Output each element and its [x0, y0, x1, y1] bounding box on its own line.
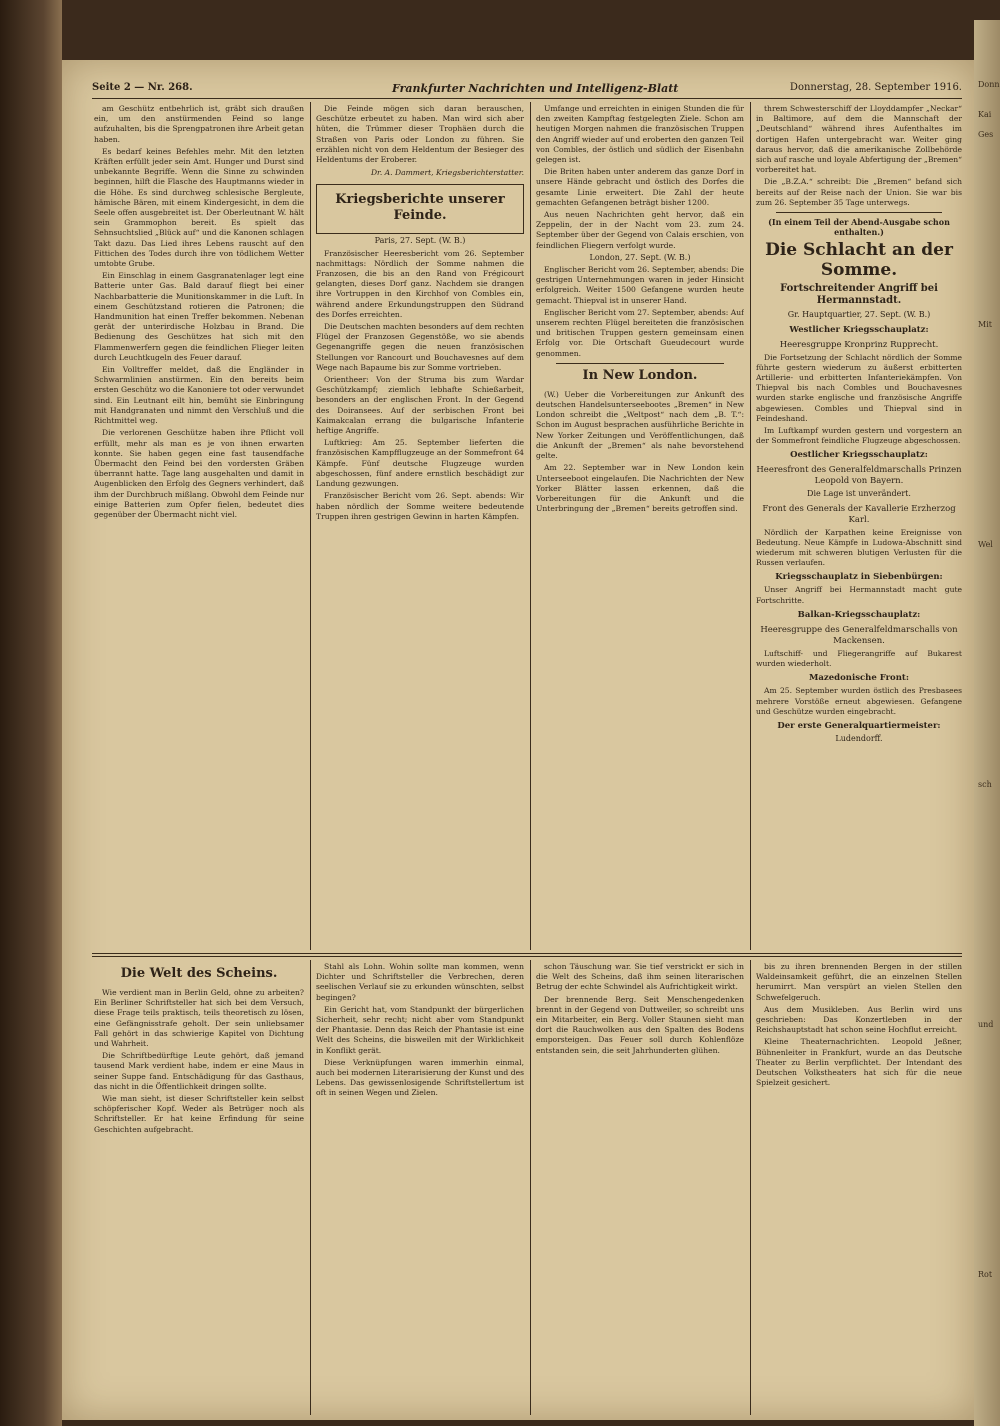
edition-note: (In einem Teil der Abend-Ausgabe schon enthalten.) [768, 217, 950, 238]
feuilleton-rule [92, 953, 962, 954]
edge-fragment: Kai [978, 110, 992, 119]
paragraph: Stahl als Lohn. Wohin sollte man kommen, wenn Dichter und Schriftsteller die Verbrechen, deren seelischen Verlauf sie zu erkunden wünschten, selbst begingen? [316, 962, 524, 1002]
paragraph: Luftkrieg: Am 25. September lieferten die französischen Kampfflugzeuge an der Sommefront 64 Kämpfe. Fünf deutsche Flugzeuge wurden abgeschossen, fünf andere ernstlich beschädigt zur Landung gezwungen. [316, 438, 524, 489]
paragraph: Die Fortsetzung der Schlacht nördlich der Somme führte gestern wiederum zu äußerst erbitterten Artillerie- und erbitterten Infanteriekämpfen. Von Thiepval bis nach Combles und Bouchavesnes wurden starke englische und französische Angriffe abgewiesen. Combles und Thiepval sind in Feindeshand. [756, 352, 962, 423]
separator-rule [776, 212, 942, 213]
page-header [92, 82, 962, 98]
paragraph: am Geschütz entbehrlich ist, gräbt sich draußen ein, um den anstürmenden Feind so lange aufzuhalten, bis die Sprengpatronen ihre Arbeit getan haben. [94, 104, 304, 144]
paragraph: Kleine Theaternachrichten. Leopold Jeßner, Bühnenleiter in Frankfurt, wurde an das Deutsche Theater zu Berlin verpflichtet. Der Intendant des Deutschen Volkstheaters hat sich für die neue Spielzeit gesichert. [756, 1037, 962, 1088]
section-heading: Balkan-Kriegsschauplatz: [797, 609, 921, 620]
article-column-4 [756, 104, 962, 950]
feuilleton-column-1 [94, 962, 304, 1414]
edge-fragment: Rot [978, 1270, 993, 1279]
war-report-box [316, 184, 524, 234]
paragraph: Umfange und erreichten in einigen Stunden die für den zweiten Kampftag festgelegten Ziele. Schon am heutigen Morgen nahmen die französischen Truppen den Angriff wieder auf und eroberten den ganzen Teil von Combles, der östlich und südlich der Eisenbahn gelegen ist. [536, 104, 744, 165]
book-binding-edge [0, 0, 62, 1426]
section-subheading: Heeresgruppe Kronprinz Rupprecht. [779, 339, 939, 350]
paragraph: schon Täuschung war. Sie tief verstrickt er sich in die Welt des Scheins, daß ihm seinen literarischen Betrug der echte Schwindel als Aufrichtigkeit wirkt. [536, 962, 744, 992]
edge-fragment: sch [978, 780, 992, 789]
feuilleton-column-3 [536, 962, 744, 1414]
masthead-title: Frankfurter Nachrichten und Intelligenz-Blatt [392, 82, 679, 95]
dateline: Paris, 27. Sept. (W. B.) [374, 236, 466, 246]
paragraph: Die Feinde mögen sich daran berauschen, Geschütze erbeutet zu haben. Man wird sich aber hüten, die Trümmer dieser Trophäen durch die Straßen von Paris oder London zu führen. Sie erzählen nicht von dem Heldentum der Besieger des Heldentums der Eroberer. [316, 104, 524, 165]
paragraph: Am 25. September wurden östlich des Presbasees mehrere Vorstöße erneut abgewiesen. Gefangene und Geschütze wurden eingebracht. [756, 686, 962, 716]
author-byline: Dr. A. Dammert, Kriegsberichterstatter. [370, 168, 524, 178]
column-divider [310, 960, 311, 1415]
separator-rule [556, 363, 724, 364]
paragraph: Englischer Bericht vom 27. September, abends: Auf unserem rechten Flügel bereiteten die französischen und britischen Truppen gestern gemeinsam einen Erfolg vor. Die Ortschaft Gueudecourt wurde genommen. [536, 307, 744, 358]
paragraph: Aus dem Musikleben. Aus Berlin wird uns geschrieben: Das Konzertleben in der Reichshauptstadt hat schon seine Hochflut erreicht. [756, 1004, 962, 1035]
column-divider [530, 960, 531, 1415]
paragraph: Die verlorenen Geschütze haben ihre Pflicht voll erfüllt, mehr als man es je von ihnen erwarten konnte. Sie haben gegen eine fast tausendfache Übermacht den Feind bei den vordersten Gräben überrannt hatte. Tage lang ausgehalten und damit in Augenblicken den Erfolg des Gegners verhindert, daß ihm der Durchbruch mißlang. Obwohl dem Feinde nur einige Batterien zum Opfer fielen, bedeutet dies gegenüber der Übermacht nicht viel. [94, 428, 304, 519]
paragraph: threm Schwesterschiff der Lloyddampfer „Neckar“ in Baltimore, auf dem die Mannschaft der „Deutschland“ während ihres Aufenthaltes im dortigen Hafen untergebracht war. Weiter ging daraus hervor, daß die amerikanische Zollbehörde sich auf rasche und loyale Abfertigung der „Bremen“ vorbereitet hat. [756, 104, 962, 175]
paragraph: Im Luftkampf wurden gestern und vorgestern an der Sommefront feindliche Flugzeuge abgeschossen. [756, 426, 962, 446]
article-column-1 [94, 104, 304, 950]
section-subheading: Heeresfront des Generalfeldmarschalls Prinzen Leopold von Bayern. [756, 465, 962, 487]
article-headline: In New London. [582, 367, 698, 383]
next-page-edge [974, 20, 1000, 1426]
header-rule [92, 98, 962, 99]
article-headline: Kriegsberichte unserer Feinde. [335, 192, 505, 224]
section-heading: Oestlicher Kriegsschauplatz: [790, 450, 928, 461]
edge-fragment: Donn [978, 80, 1000, 89]
paragraph: Englischer Bericht vom 26. September, abends: Die gestrigen Unternehmungen waren in jeder Hinsicht erfolgreich. Weiter 1500 Gefangene wurden heute gemacht. Thiepval ist in unserer Hand. [536, 265, 744, 305]
section-heading: Westlicher Kriegsschauplatz: [789, 324, 929, 335]
article-column-3 [536, 104, 744, 950]
section-heading: Mazedonische Front: [809, 673, 909, 684]
column-divider [530, 102, 531, 950]
paragraph: Die Briten haben unter anderem das ganze Dorf in unsere Hände gebracht und östlich des Dorfes die gesamte Linie erweitert. Die Zahl der heute gemachten Gefangenen beträgt bisher 1200. [536, 167, 744, 207]
edge-fragment: Wel [978, 540, 993, 549]
section-heading: Kriegsschauplatz in Siebenbürgen: [775, 572, 943, 583]
main-headline: Die Schlacht an der Somme. [765, 240, 953, 281]
paragraph: (W.) Ueber die Vorbereitungen zur Ankunft des deutschen Handelsunterseebootes „Bremen“ in New London schreibt die „Weltpost“ nach dem „B. T.“: Schon im August besprachen ausführliche Berichte in New Yorker Zeitungen und Veröffentlichungen, daß die Ankunft der „Bremen“ als nahe bevorstehend gelte. [536, 389, 744, 461]
paragraph: Französischer Heeresbericht vom 26. September nachmittags: Nördlich der Somme nahmen die Franzosen, die bis an den Rand von Frégicourt gelangten, dieses Dorf ganz. Nachdem sie drangen ihre Vortruppen in den Kirchhof von Combles ein, während andere Erkundungstruppen den Südrand des Dorfes erreichten. [316, 248, 524, 319]
page-number: Seite 2 — Nr. 268. [92, 82, 193, 93]
column-divider [750, 960, 751, 1415]
paragraph: Es bedarf keines Befehles mehr. Mit den letzten Kräften erfüllt jeder sein Amt. Hunger und Durst sind unbekannte Begriffe. Wenn die Sinne zu schwinden beginnen, hilft die Flasche des Hauptmanns wieder in die Höhe. Es sind durchweg schlesische Bergleute, hämische Bären, mit einem Kindergesicht, in dem die Seele offen ausgebreitet ist. Der Oberleutnant W. hält sein Grammophon bereit. Es spielt das Sehnsuchtslied „Blück auf“ und die Kanonen schlagen Takt dazu. Das Lied ihres Lebens rauscht auf den Fittichen des Todes durch ihre von tödlichem Wetter umtobte Grube. [94, 146, 304, 269]
paragraph: Französischer Bericht vom 26. Sept. abends: Wir haben nördlich der Somme weitere bedeutende Truppen ihren gestrigen Gewinn in harten Kämpfen. [316, 491, 524, 521]
feuilleton-headline: Die Welt des Scheins. [120, 966, 278, 981]
paragraph: Die Schriftbedürftige Leute gehört, daß jemand tausend Mark verdient habe, indem er eine Maus in seiner Suppe fand. Entschädigung für das Gasthaus, das nicht in die Öffentlichkeit dringen sollte. [94, 1051, 304, 1091]
paragraph: Ein Volltreffer meldet, daß die Engländer in Schwarmlinien anstürmen. Ein den bereits beim ersten Geschütz wo die Kanoniere tot oder verwundet sind. Ein Leutnant eilt hin, bemüht sie Einbringung mit Handgranaten und nimmt den Verschluß und die Richtmittel weg. [94, 365, 304, 426]
section-subheading: Heeresgruppe des Generalfeldmarschalls von Mackensen. [760, 624, 958, 646]
paragraph: Unser Angriff bei Hermannstadt macht gute Fortschritte. [756, 585, 962, 605]
dateline: Gr. Hauptquartier, 27. Sept. (W. B.) [787, 310, 931, 320]
paragraph: Ein Einschlag in einem Gasgranatenlager legt eine Batterie unter Gas. Bald darauf fliegt bei einer Nachbarbatterie die Munitionskammer in die Luft. In einem Geschützstand rotieren die Patronen; die Handmunition hat einen Treffer bekommen. Nebenan gerät der unterirdische Holzbau in Brand. Die Bedienung des Geschützes hat sich mit den Flammenwerfern gegen die feindlichen Flieger leiten durch Leuchtkugeln des Feuer darauf. [94, 271, 304, 362]
column-divider [750, 102, 751, 950]
sub-headline: Fortschreitender Angriff bei Hermannstadt. [780, 283, 938, 307]
edge-fragment: Ges [978, 130, 994, 139]
signature-title: Der erste Generalquartiermeister: [777, 720, 941, 731]
article-column-2 [316, 104, 524, 950]
edge-fragment: Mit [978, 320, 992, 329]
paragraph: Ein Gericht hat, vom Standpunkt der bürgerlichen Sicherheit, sehr recht; nicht aber vom Standpunkt der Phantasie. Denn das Reich der Phantasie ist eine Welt des Scheins, die bisweilen mit der Wirklichkeit in Konflikt gerät. [316, 1004, 524, 1055]
paragraph: Wie verdient man in Berlin Geld, ohne zu arbeiten? Ein Berliner Schriftsteller hat sich bei dem Versuch, diese Frage teils praktisch, teils theoretisch zu lösen, eine Gefängnisstrafe geholt. Der sein unliebsamer Fall gehört in das schwierige Kapitel von Dichtung und Wahrheit. [94, 988, 304, 1049]
issue-date: Donnerstag, 28. September 1916. [789, 82, 962, 93]
feuilleton-column-4 [756, 962, 962, 1414]
status-line: Die Lage ist unverändert. [807, 489, 911, 499]
paragraph: Diese Verknüpfungen waren immerhin einmal, auch bei modernen Literarisierung der Kunst und des Lebens. Das gewissenlosigende Schriftstellertum ist oft in seinen Wegen und Zielen. [316, 1057, 524, 1098]
newspaper-page [62, 60, 974, 1420]
paragraph: Der brennende Berg. Seit Menschengedenken brennt in der Gegend von Duttweiler, so schreibt uns ein Mitarbeiter, ein Berg. Voller Staunen sieht man dort die Rauchwolken aus den Spalten des Bodens emporsteigen. Das Feuer soll durch Kohlenflöze entstanden sein, die seit Jahrhunderten glühen. [536, 994, 744, 1055]
paragraph: Nördlich der Karpathen keine Ereignisse von Bedeutung. Neue Kämpfe in Ludowa-Abschnitt sind wiederum mit schweren blutigen Verlusten für die Russen verlaufen. [756, 527, 962, 568]
paragraph: Am 22. September war in New London kein Unterseeboot eingelaufen. Die Nachrichten der New Yorker Blätter lassen erkennen, daß die Vorbereitungen für die Ankunft und die Unterbringung der „Bremen“ bereits getroffen sind. [536, 463, 744, 514]
paragraph: Luftschiff- und Fliegerangriffe auf Bukarest wurden wiederholt. [756, 648, 962, 669]
paragraph: Die Deutschen machten besonders auf dem rechten Flügel der Franzosen Gegenstöße, wo sie abends Gegenangriffe gegen die neuen französischen Stellungen vor Rancourt und Bouchavesnes auf dem Wege nach Bapaume bis zur Somme vortrieben. [316, 322, 524, 372]
column-divider [310, 102, 311, 950]
paragraph: Orientheer: Von der Struma bis zum Wardar Geschützkampf; ziemlich lebhafte Schießarbeit, besonders an der englischen Front. In der Gegend des Doiransees. Auf der serbischen Front bei Kaimakcalan errang die bulgarische Infanterie heftige Angriffe. [316, 375, 524, 436]
paragraph: Wie man sieht, ist dieser Schriftsteller kein selbst schöpferischer Kopf. Weder als Betrüger noch als Schriftsteller. Er hat keine Erfindung für seine Geschichten aufgebracht. [94, 1094, 304, 1134]
feuilleton-column-2 [316, 962, 524, 1414]
section-subheading: Front des Generals der Kavallerie Erzherzog Karl. [762, 503, 956, 525]
paragraph: Aus neuen Nachrichten geht hervor, daß ein Zeppelin, der in der Nacht vom 23. zum 24. September über der Gegend von Calais erschien, von feindlichen Fliegern verfolgt wurde. [536, 210, 744, 250]
signature-name: Ludendorff. [835, 733, 883, 743]
dateline: London, 27. Sept. (W. B.) [589, 252, 691, 262]
paragraph: Die „B.Z.A.“ schreibt: Die „Bremen“ befand sich bereits auf der Reise nach der Union. Sie war bis zum 26. September 35 Tage unterwegs. [756, 177, 962, 207]
paragraph: bis zu ihren brennenden Bergen in der stillen Waldeinsamkeit geführt, die an einzelnen Stellen herumirrt. Man verspürt an vielen Stellen den Schwefelgeruch. [756, 962, 962, 1002]
edge-fragment: und [978, 1020, 994, 1029]
feuilleton-rule [92, 956, 962, 957]
